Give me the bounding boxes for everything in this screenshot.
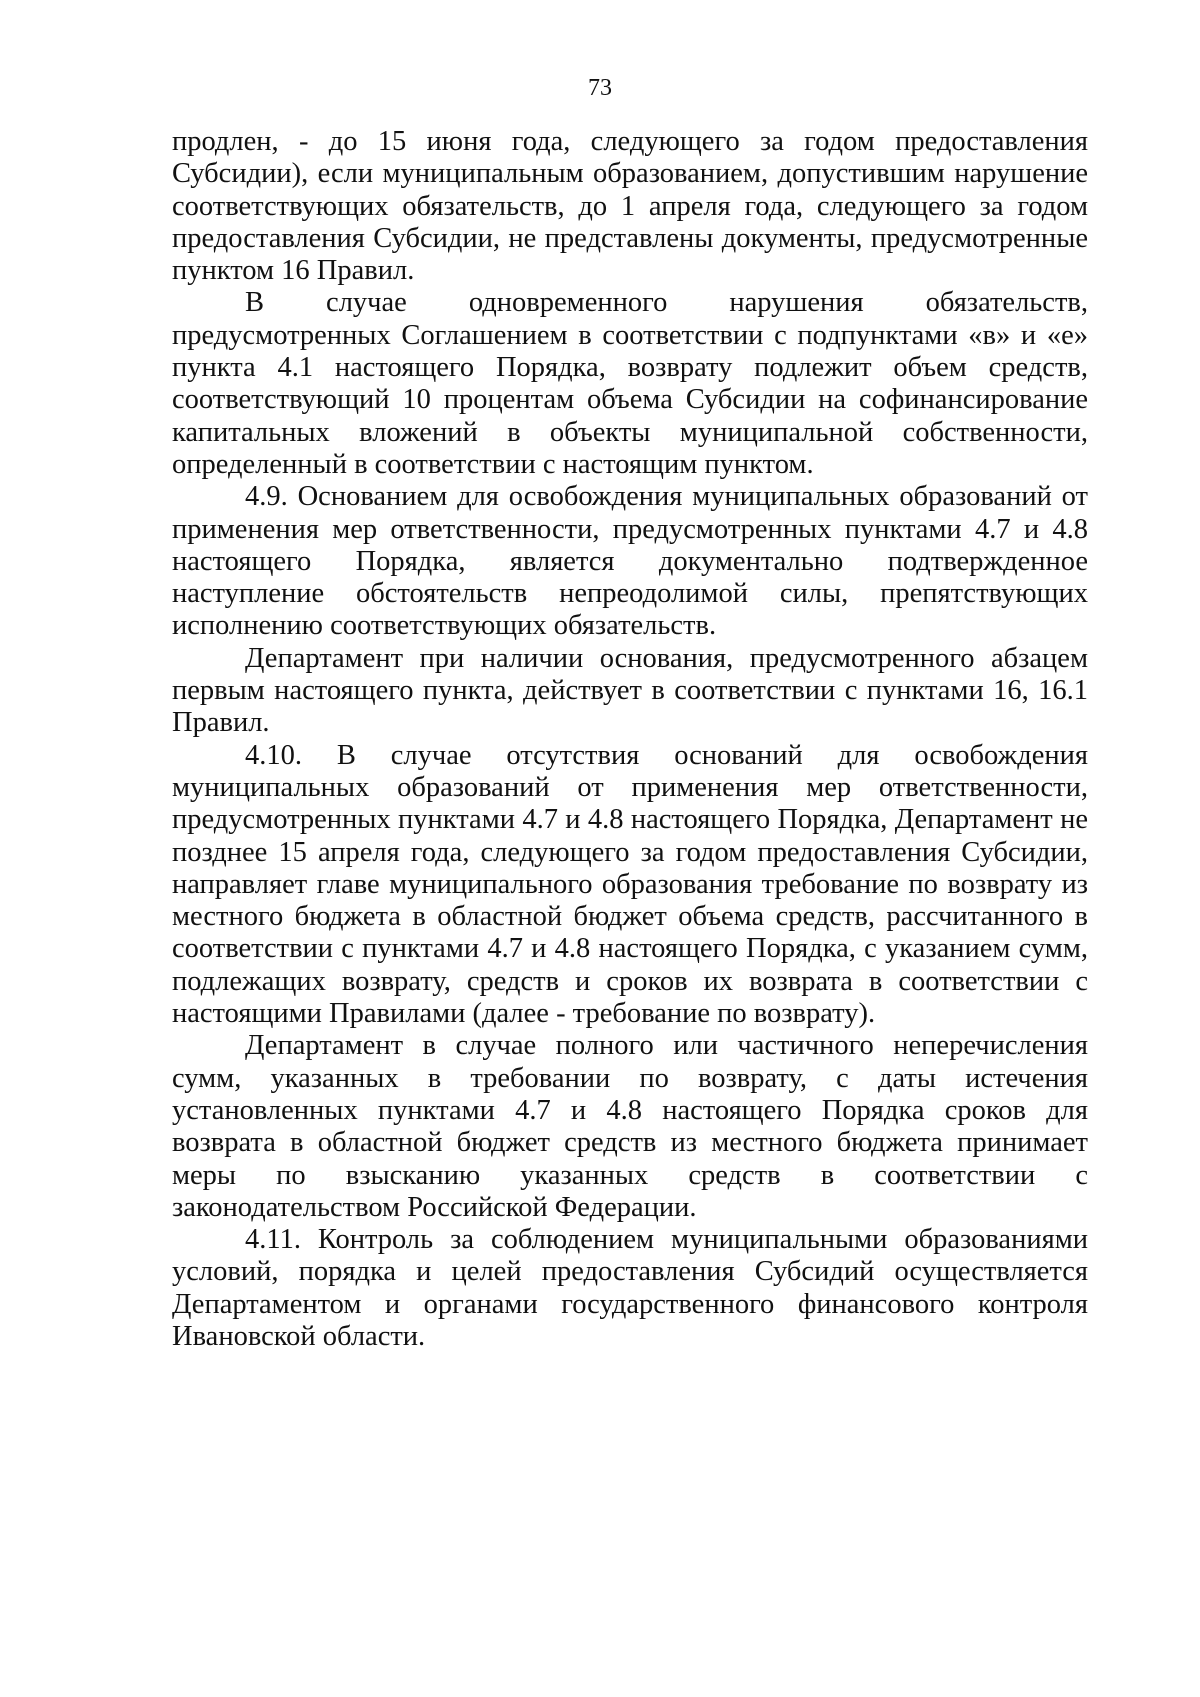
- paragraph-simultaneous-violation: В случае одновременного нарушения обязательств, предусмотренных Соглашением в соответствии с подпунктами «в» и «е» пункта 4.1 настоящего Порядка, возврату подлежит объем средств, соответствующий 10 процентам объема Субсидии на софинансирование капитальных вложений в объекты муниципальной собственности, определенный в соответствии с настоящим пунктом.: [172, 287, 1088, 480]
- document-body: [172, 126, 1088, 1353]
- paragraph-4-9: 4.9. Основанием для освобождения муниципальных образований от применения мер ответственности, предусмотренных пунктами 4.7 и 4.8 настоящего Порядка, является документально подтвержденное наступление обстоятельств непреодолимой силы, препятствующих исполнению соответствующих обязательств.: [172, 481, 1088, 642]
- paragraph-continuation: продлен, - до 15 июня года, следующего за годом предоставления Субсидии), если муниципальным образованием, допустившим нарушение соответствующих обязательств, до 1 апреля года, следующего за годом предоставления Субсидии, не представлены документы, предусмотренные пунктом 16 Правил.: [172, 126, 1088, 287]
- paragraph-4-10-department: Департамент в случае полного или частичного неперечисления сумм, указанных в требовании по возврату, с даты истечения установленных пунктами 4.7 и 4.8 настоящего Порядка сроков для возврата в областной бюджет средств из местного бюджета принимает меры по взысканию указанных средств в соответствии с законодательством Российской Федерации.: [172, 1030, 1088, 1223]
- paragraph-4-10: 4.10. В случае отсутствия оснований для освобождения муниципальных образований от применения мер ответственности, предусмотренных пунктами 4.7 и 4.8 настоящего Порядка, Департамент не позднее 15 апреля года, следующего за годом предоставления Субсидии, направляет главе муниципального образования требование по возврату из местного бюджета в областной бюджет объема средств, рассчитанного в соответствии с пунктами 4.7 и 4.8 настоящего Порядка, с указанием сумм, подлежащих возврату, средств и сроков их возврата в соответствии с настоящими Правилами (далее - требование по возврату).: [172, 739, 1088, 1030]
- paragraph-4-11: 4.11. Контроль за соблюдением муниципальными образованиями условий, порядка и целей предоставления Субсидий осуществляется Департаментом и органами государственного финансового контроля Ивановской области.: [172, 1224, 1088, 1352]
- page-number: 73: [588, 75, 612, 101]
- paragraph-4-9-department: Департамент при наличии основания, предусмотренного абзацем первым настоящего пункта, действует в соответствии с пунктами 16, 16.1 Правил.: [172, 642, 1088, 739]
